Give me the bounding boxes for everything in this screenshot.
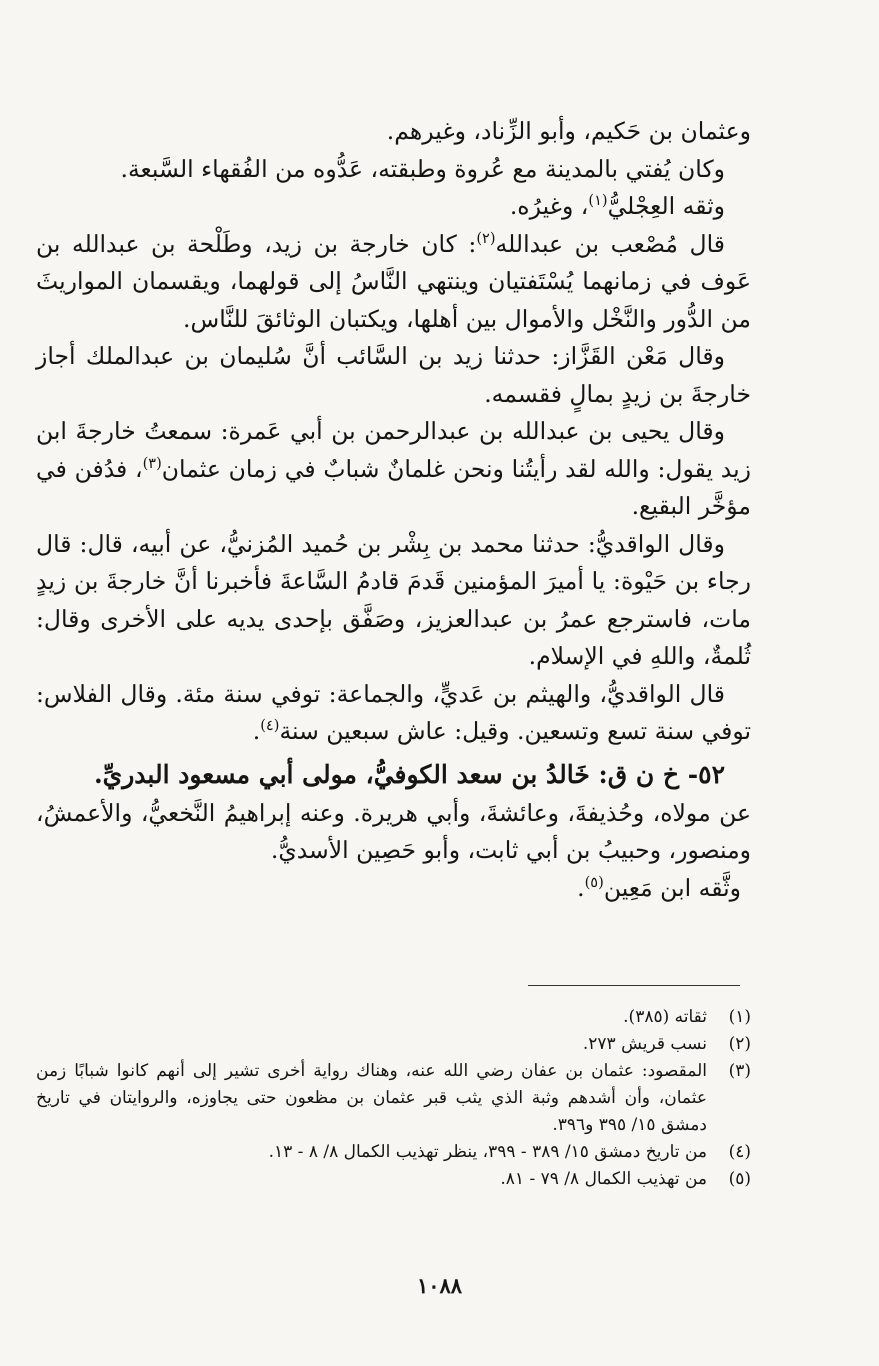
- paragraph-6: [36, 413, 751, 526]
- paragraph-2: وكان يُفتي بالمدينة مع عُروة وطبقته، عَدُّوه من الفُقهاء السَّبعة.: [120, 154, 725, 183]
- footnote-ref-5[interactable]: (٥): [584, 873, 604, 891]
- footnote-number: (٥): [728, 1169, 751, 1189]
- footnote-text: نسب قريش ٢٧٣.: [582, 1034, 707, 1054]
- footnote-number: (٢): [728, 1034, 751, 1054]
- paragraph-6-text: وقال يحيى بن عبدالله بن عبدالرحمن بن أبي عَمرة: سمعتُ خارجةَ ابن زيد يقول: والله لقد رأيتُنا ونحن غلمانٌ شبابٌ في زمان عثمان: [36, 417, 751, 483]
- paragraph-3-text: وثقه العِجْليُّ: [607, 192, 725, 220]
- footnote-text: من تهذيب الكمال ٨/ ٧٩ - ٨١.: [500, 1169, 707, 1189]
- footnote-number: (٤): [728, 1142, 751, 1162]
- footnote-3: [36, 1058, 751, 1139]
- paragraph-4-text-end: : كان خارجة بن زيد، وطَلْحة بن عبدالله بن عَوف في زمانهما يُسْتَفتيان وينتهي النَّاسُ إلى قولهما، ويقسمان المواريثَ من الدُّور والنَّخْل والأموال بين أهلها، ويكتبان الوثائقَ للنَّاس.: [36, 229, 751, 333]
- paragraph-9: عن مولاه، وحُذيفةَ، وعائشةَ، وأبي هريرة. وعنه إبراهيمُ النَّخعيُّ، والأعمشُ، ومنصور، وحبيبُ بن أبي ثابت، وأبو حَصِين الأسديُّ.: [36, 798, 751, 864]
- footnote-2: [36, 1031, 751, 1058]
- paragraph-10: [36, 870, 751, 908]
- footnote-text: من تاريخ دمشق ١٥/ ٣٨٩ - ٣٩٩، ينظر تهذيب الكمال ٨/ ٨ - ١٣.: [268, 1142, 707, 1162]
- paragraph-1: وعثمان بن حَكيم، وأبو الزِّناد، وغيرهم.: [386, 117, 751, 145]
- footnote-text: ثقاته (٣٨٥).: [623, 1007, 707, 1027]
- paragraph-4-text: قال مُصْعب بن عبدالله: [495, 229, 726, 258]
- main-text: [36, 113, 751, 907]
- paragraph-7: وقال الواقديُّ: حدثنا محمد بن بِشْر بن حُميد المُزنيُّ، عن أبيه، قال: قال رجاء بن حَيْوة: يا أميرَ المؤمنين قَدمَ قادمُ السَّاعةَ فأخبرنا أنَّ خارجةَ بن زيدٍ مات، فاسترجع عمرُ بن عبدالعزيز، وصَفَّق بإحدى يديه على الأخرى وقال: ثُلمةٌ، واللهِ في الإسلام.: [36, 529, 751, 670]
- footnote-5: [36, 1166, 751, 1193]
- footnote-text: المقصود: عثمان بن عفان رضي الله عنه، وهناك رواية أخرى تشير إلى أنهم كانوا شبابًا زمن عثمان، وأن أشدهم وثبة الذي يثب قبر عثمان بن مظعون حتى يجاوزه، والروايتان في تاريخ دمشق ١٥/ ٣٩٥ و٣٩٦.: [36, 1061, 707, 1135]
- paragraph-3-text-end: ، وغيرُه.: [509, 192, 589, 220]
- footnote-ref-1[interactable]: (١): [588, 191, 608, 209]
- paragraph-8: [36, 676, 751, 751]
- paragraph-5: وقال مَعْن القَزَّاز: حدثنا زيد بن السَّائب أنَّ سُليمان بن عبدالملك أجاز خارجةَ بن زيدٍ بمالٍ فقسمه.: [36, 342, 751, 408]
- footnote-4: [36, 1139, 751, 1166]
- page-number: ١٠٨٨: [416, 1273, 463, 1298]
- paragraph-10-text: وثَّقه ابن مَعِين: [603, 873, 741, 902]
- paragraph-6-text-end: ، فدُفن في مؤخَّر البقيع.: [36, 454, 751, 520]
- footnote-1: [36, 1004, 751, 1031]
- footnotes: [36, 1004, 751, 1193]
- footnote-ref-3[interactable]: (٣): [142, 454, 162, 472]
- paragraph-10-text-end: .: [577, 873, 585, 902]
- paragraph-8-text-end: .: [252, 717, 261, 745]
- entry-heading: ٥٢- خ ن ق: خَالدُ بن سعد الكوفيُّ، مولى أبي مسعود البدريِّ.: [93, 759, 725, 789]
- footnote-separator: [528, 985, 740, 986]
- paragraph-3: [36, 188, 751, 226]
- footnote-number: (٣): [728, 1061, 751, 1081]
- footnote-ref-2[interactable]: (٢): [476, 229, 496, 247]
- footnote-ref-4[interactable]: (٤): [260, 716, 280, 734]
- paragraph-8-text: قال الواقديُّ، والهيثم بن عَديٍّ، والجماعة: توفي سنة مئة. وقال الفلاس: توفي سنة تسع وتسعين. وقيل: عاش سبعين سنة: [36, 679, 751, 745]
- footnote-number: (١): [728, 1007, 751, 1027]
- paragraph-4: [36, 226, 751, 339]
